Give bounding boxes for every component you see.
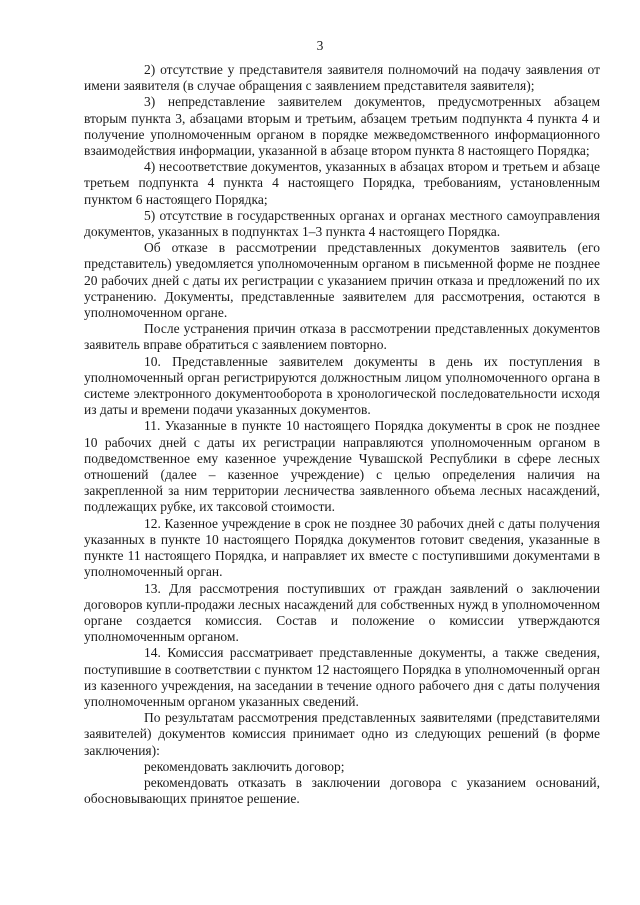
paragraph-clause-10: 10. Представленные заявителем документы в день их поступления в уполномоченный орган регистрируются должностным лицом уполномоченного органа в системе электронного документооборота в хронологической последовательности исходя из даты и времени подачи указанных документов. [84,353,600,418]
paragraph-clause-12: 12. Казенное учреждение в срок не позднее 30 рабочих дней с даты получения указанных в пункте 10 настоящего Порядка документов готовит сведения, указанные в пункте 11 настоящего Порядка, и направляет их вместе с поступившими документами в уполномоченный орган. [84,515,600,580]
paragraph-refusal-notice: Об отказе в рассмотрении представленных документов заявитель (его представитель) уведомляется уполномоченным органом в письменной форме не позднее 20 рабочих дней с даты их регистрации с указанием причин отказа и предложений по их устранению. Документы, представленные заявителем для рассмотрения, остаются в уполномоченном органе. [84,240,600,321]
paragraph-item-5: 5) отсутствие в государственных органах и органах местного самоуправления документов, указанных в подпунктах 1–3 пункта 4 настоящего Порядка. [84,207,600,240]
paragraph-item-2: 2) отсутствие у представителя заявителя полномочий на подачу заявления от имени заявителя (в случае обращения с заявлением представителя заявителя); [84,62,600,94]
paragraph-decision-intro: По результатам рассмотрения представленных заявителями (представителями заявителей) документов комиссия принимает одно из следующих решений (в форме заключения): [84,710,600,758]
paragraph-clause-14: 14. Комиссия рассматривает представленные документы, а также сведения, поступившие в соответствии с пунктом 12 настоящего Порядка в уполномоченный орган из казенного учреждения, на заседании в течение одного рабочего дня с даты получения уполномоченным органом указанных сведений. [84,645,600,709]
paragraph-clause-11: 11. Указанные в пункте 10 настоящего Порядка документы в срок не позднее 10 рабочих дней с даты их регистрации направляются уполномоченным органом в подведомственное ему казенное учреждение Чувашской Республики в сфере лесных отношений (далее – казенное учреждение) с целью определения наличия на закрепленной за ним территории лесничества заявленного объема лесных насаждений, подлежащих рубке, их таксовой стоимости. [84,418,600,515]
paragraph-clause-13: 13. Для рассмотрения поступивших от граждан заявлений о заключении договоров купли-продажи лесных насаждений для собственных нужд в уполномоченном органе создается комиссия. Состав и положение о комиссии утверждаются уполномоченным органом. [84,580,600,645]
document-body [84,62,600,807]
paragraph-item-4: 4) несоответствие документов, указанных в абзацах втором и третьем и абзаце третьем подпункта 4 пункта 4 настоящего Порядка, требованиям, установленным пунктом 6 настоящего Порядка; [84,159,600,207]
paragraph-reapply: После устранения причин отказа в рассмотрении представленных документов заявитель вправе обратиться с заявлением повторно. [84,321,600,353]
paragraph-decision-option-1: рекомендовать заключить договор; [144,758,345,774]
paragraph-decision-option-2: рекомендовать отказать в заключении договора с указанием оснований, обосновывающих принятое решение. [84,774,600,807]
page-number: 3 [316,38,324,53]
paragraph-item-3: 3) непредставление заявителем документов, предусмотренных абзацем вторым пункта 3, абзацами вторым и третьим, абзацем третьим подпункта 4 пункта 4 и получение уполномоченным органом в порядке межведомственного информационного взаимодействия информации, указанной в абзаце втором пункта 8 настоящего Порядка; [84,94,600,159]
